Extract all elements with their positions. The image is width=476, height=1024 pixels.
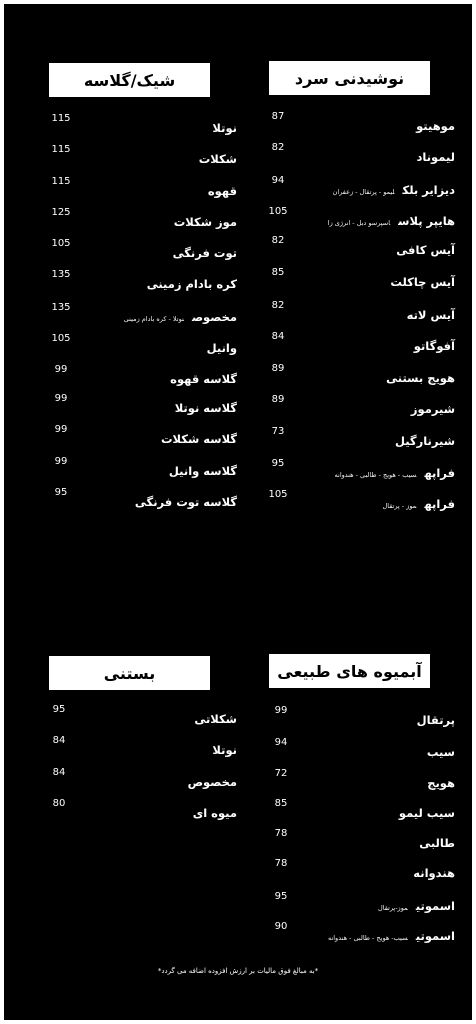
- item-price: 82: [271, 300, 285, 311]
- menu-item: [386, 367, 455, 386]
- item-name: شکلات: [198, 152, 237, 166]
- menu-item: [174, 211, 237, 230]
- item-price: 99: [54, 456, 68, 467]
- item-price: 105: [51, 333, 71, 344]
- item-name: شیرموز: [410, 402, 455, 416]
- item-price: 99: [54, 393, 68, 404]
- item-description: لیمو - پرتقال - زعفران: [332, 188, 395, 196]
- item-name: گلاسه قهوه: [170, 372, 237, 386]
- item-name: گلاسه نوتلا: [174, 401, 237, 415]
- item-description: سیب- هویج - طالبی - هندوانه: [327, 934, 408, 942]
- item-price: 105: [268, 489, 288, 500]
- item-price: 82: [271, 142, 285, 153]
- item-name: اسموتی: [415, 929, 455, 943]
- item-name: میوه ای: [192, 806, 237, 820]
- menu-item: [328, 925, 455, 944]
- item-name: شیرنارگیل: [394, 434, 455, 448]
- item-name: پرتقال: [416, 713, 455, 727]
- item-price: 72: [274, 768, 288, 779]
- menu-item: [212, 117, 237, 136]
- menu-item: [193, 802, 237, 821]
- menu-item: [173, 242, 237, 261]
- item-name: گلاسه شکلات: [161, 432, 237, 446]
- menu-item: [378, 895, 455, 914]
- item-price: 85: [271, 267, 285, 278]
- item-price: 78: [274, 828, 288, 839]
- section-header-cold-drinks: [269, 61, 430, 95]
- item-price: 135: [51, 302, 71, 313]
- item-description: نوتلا - کره بادام زمینی: [123, 315, 184, 323]
- item-name: دیزایر بلک: [402, 183, 455, 197]
- item-price: 78: [274, 858, 288, 869]
- item-price: 105: [268, 206, 288, 217]
- item-name: هویج بستنی: [386, 371, 455, 385]
- item-name: آیس لاته: [406, 308, 455, 322]
- section-header-juices: [269, 654, 430, 688]
- item-price: 95: [274, 891, 288, 902]
- item-price: 84: [52, 767, 66, 778]
- item-name: طالبی: [419, 836, 455, 850]
- item-name: گلاسه توت فرنگی: [134, 495, 237, 509]
- section-title-cold-drinks: نوشیدنی سرد: [294, 68, 405, 88]
- menu-item: [417, 146, 455, 165]
- item-name: مخصوص: [191, 310, 237, 324]
- menu-item: [411, 398, 455, 417]
- menu-item: [427, 741, 455, 760]
- item-name: وانیل: [206, 341, 237, 355]
- item-name: نوتلا: [212, 743, 237, 757]
- menu-item: [395, 430, 455, 449]
- item-price: 125: [51, 207, 71, 218]
- menu-item: [413, 862, 455, 881]
- item-name: فراپه: [424, 497, 455, 511]
- menu-item: [188, 771, 237, 790]
- item-name: موز شکلات: [173, 215, 237, 229]
- menu-item: [414, 335, 455, 354]
- item-price: 115: [51, 176, 71, 187]
- item-price: 84: [52, 735, 66, 746]
- item-price: 90: [274, 921, 288, 932]
- menu-item: [170, 368, 237, 387]
- menu-item: [419, 832, 455, 851]
- item-name: اسموتی: [415, 899, 455, 913]
- section-header-ice-cream: [49, 656, 210, 690]
- menu-item: [194, 708, 237, 727]
- menu-item: [427, 772, 455, 791]
- menu-item: [328, 210, 455, 229]
- item-description: اسپرسو دبل - انرژی زا: [327, 219, 391, 227]
- item-price: 115: [51, 144, 71, 155]
- item-price: 89: [271, 363, 285, 374]
- item-price: 73: [271, 426, 285, 437]
- item-name: توت فرنگی: [172, 246, 237, 260]
- item-price: 87: [271, 111, 285, 122]
- item-name: شکلاتی: [194, 712, 237, 726]
- menu-item: [333, 179, 455, 198]
- section-title-juices: آبمیوه های طبیعی: [277, 661, 422, 681]
- menu-item: [207, 337, 237, 356]
- menu-item: [147, 273, 237, 292]
- item-name: سیب لیمو: [398, 806, 455, 820]
- item-name: آیس چاکلت: [390, 275, 455, 289]
- item-price: 99: [274, 705, 288, 716]
- menu-item: [390, 271, 455, 290]
- menu-item: [407, 304, 455, 323]
- menu-item: [417, 709, 455, 728]
- item-price: 99: [54, 364, 68, 375]
- item-name: آفوگاتو: [413, 339, 455, 353]
- item-price: 95: [52, 704, 66, 715]
- item-price: 115: [51, 113, 71, 124]
- item-price: 94: [274, 737, 288, 748]
- item-price: 94: [271, 175, 285, 186]
- item-name: نوتلا: [212, 121, 237, 135]
- item-price: 84: [271, 331, 285, 342]
- tax-footnote: *به مبالغ فوق مالیات بر ارزش افزوده اضافه می گردد*: [157, 967, 319, 975]
- item-name: آیس کافی: [396, 243, 455, 257]
- menu-item: [175, 397, 237, 416]
- menu-item: [124, 306, 237, 325]
- menu-item: [161, 428, 237, 447]
- section-title-shake: شیک/گلاسه: [83, 70, 176, 90]
- menu-item: [169, 460, 237, 479]
- menu-item: [199, 148, 237, 167]
- item-name: قهوه: [207, 184, 237, 198]
- item-description: موز-پرتقال: [378, 904, 408, 912]
- item-name: کره بادام زمینی: [146, 277, 237, 291]
- item-description: موز - پرتقال: [382, 502, 417, 510]
- item-name: هندوانه: [413, 866, 455, 880]
- item-name: موهیتو: [416, 119, 455, 133]
- section-header-shake: [49, 63, 210, 97]
- menu-item: [135, 491, 237, 510]
- item-price: 95: [271, 458, 285, 469]
- menu-background: [4, 4, 472, 1020]
- item-name: مخصوص: [187, 775, 237, 789]
- item-description: سیب - هویج - طالبی - هندوانه: [334, 471, 417, 479]
- item-price: 85: [274, 798, 288, 809]
- item-price: 99: [54, 424, 68, 435]
- menu-item: [335, 462, 455, 481]
- item-price: 89: [271, 394, 285, 405]
- item-name: فراپه: [424, 466, 455, 480]
- item-name: لیموناد: [416, 150, 455, 164]
- menu-item: [399, 802, 455, 821]
- menu-item: [396, 239, 455, 258]
- item-price: 82: [271, 235, 285, 246]
- item-name: سیب: [426, 745, 455, 759]
- menu-item: [383, 493, 455, 512]
- item-price: 105: [51, 238, 71, 249]
- menu-item: [416, 115, 455, 134]
- menu-item: [208, 180, 237, 199]
- item-price: 135: [51, 269, 71, 280]
- section-title-ice-cream: بستنی: [103, 663, 156, 683]
- item-price: 95: [54, 487, 68, 498]
- item-price: 80: [52, 798, 66, 809]
- item-name: گلاسه وانیل: [168, 464, 237, 478]
- item-name: هایپر پلاس: [398, 214, 455, 228]
- menu-item: [212, 739, 237, 758]
- item-name: هویج: [427, 776, 455, 790]
